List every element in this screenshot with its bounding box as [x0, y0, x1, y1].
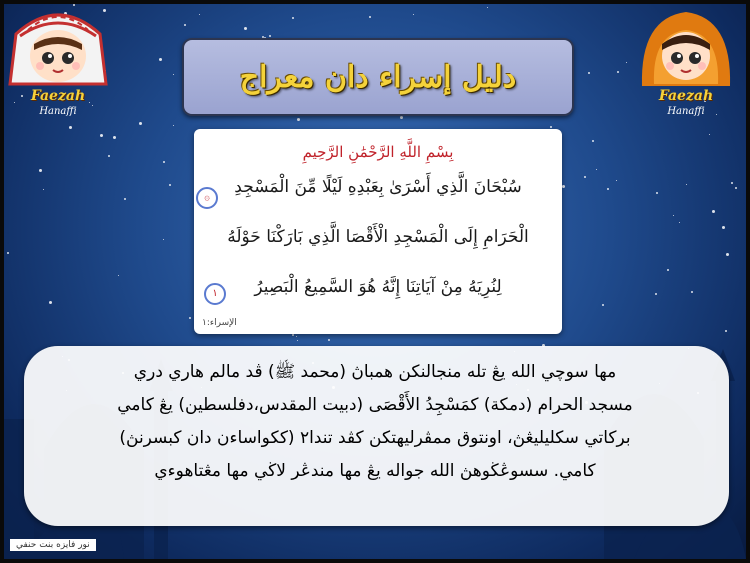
- star: [562, 185, 565, 188]
- star: [722, 226, 725, 229]
- verse-line-1: سُبْحَانَ الَّذِي أَسْرَىٰ بِعَبْدِهِ لَيْلًا مِّنَ الْمَسْجِدِ: [234, 177, 522, 197]
- basmalah: بِسْمِ اللَّهِ الرَّحْمَٰنِ الرَّحِيمِ: [302, 143, 454, 161]
- star: [292, 17, 294, 19]
- boy-avatar-icon: [6, 4, 110, 94]
- star: [173, 125, 174, 126]
- star: [667, 269, 669, 271]
- star: [626, 62, 627, 63]
- verse-reference: الإسراء:١: [202, 318, 237, 328]
- star: [656, 192, 658, 194]
- star: [43, 189, 44, 190]
- explanation-text: [44, 356, 706, 488]
- star: [297, 118, 300, 121]
- star: [39, 169, 42, 172]
- star: [686, 184, 687, 185]
- star: [163, 161, 165, 163]
- star: [163, 239, 164, 240]
- star: [244, 27, 247, 30]
- star: [588, 72, 590, 74]
- star: [108, 155, 110, 157]
- star: [169, 184, 171, 186]
- star: [7, 252, 9, 254]
- page-title: دليل إسراء دان معراج: [239, 59, 517, 95]
- star: [607, 188, 609, 190]
- avatar-left-sub: Hanaffi: [39, 106, 77, 117]
- star: [596, 169, 597, 170]
- star: [369, 16, 371, 18]
- star: [691, 291, 693, 293]
- star: [159, 58, 162, 61]
- verse-start-ornament-icon: ۞: [196, 187, 218, 209]
- avatar-left-name: Faezah: [30, 88, 86, 104]
- explanation-line-2: مسجد الحرام (دمكة) كمَسْجِدُ الأَقْصَى (دبيت المقدس،دفلسطين) يڠ كامي: [117, 395, 633, 415]
- star: [584, 176, 586, 178]
- star: [735, 187, 737, 189]
- star: [100, 134, 103, 137]
- star: [400, 116, 403, 119]
- girl-avatar-icon: [634, 4, 738, 94]
- verse-line-3: لِنُرِيَهُ مِنْ آيَاتِنَا إِنَّهُ هُوَ السَّمِيعُ الْبَصِيرُ: [254, 277, 502, 297]
- star: [184, 24, 186, 26]
- star: [726, 253, 729, 256]
- ayah-number: ١: [204, 283, 226, 305]
- star: [655, 293, 657, 295]
- star: [139, 122, 142, 125]
- star: [617, 71, 619, 73]
- star: [199, 14, 200, 15]
- star: [269, 35, 271, 37]
- star: [124, 198, 126, 200]
- star: [679, 222, 680, 223]
- explanation-line-4: كامي. سسوڠڬوهڽ الله جواله يڠ مها مندڠر لاڬي مها مڠتاهوءي: [154, 461, 596, 481]
- avatar-right-name: Faezah: [658, 88, 714, 104]
- avatar-left: [6, 4, 110, 130]
- star: [616, 180, 617, 181]
- verse-line-2: الْحَرَامِ إِلَى الْمَسْجِدِ الْأَقْصَا الَّذِي بَارَكْنَا حَوْلَهُ: [227, 227, 529, 247]
- explanation-line-3: بركاتي سكليليڠڽ، اونتوق ممڤرليهتكن كڤد تندا٢ (ككواساءن دان كبسرنڽ): [119, 428, 631, 448]
- star: [173, 74, 174, 75]
- star: [709, 134, 710, 135]
- quran-verse-card: [194, 129, 562, 334]
- star: [487, 7, 488, 8]
- title-banner: [182, 38, 574, 116]
- star: [731, 182, 733, 184]
- star: [712, 210, 715, 213]
- star: [673, 215, 674, 216]
- star: [550, 126, 552, 128]
- star: [118, 275, 119, 276]
- star: [113, 136, 116, 139]
- explanation-line-1: مها سوچي الله يڠ تله منجالنكن همباڽ (محمد ﷺ) ڤد مالم هاري دري: [133, 362, 617, 382]
- avatar-right-sub: Hanaffi: [667, 106, 705, 117]
- avatar-right: [634, 4, 738, 130]
- star: [413, 14, 414, 15]
- star: [592, 140, 594, 142]
- author-credit: نور فايزه بنت حنفي: [10, 539, 96, 551]
